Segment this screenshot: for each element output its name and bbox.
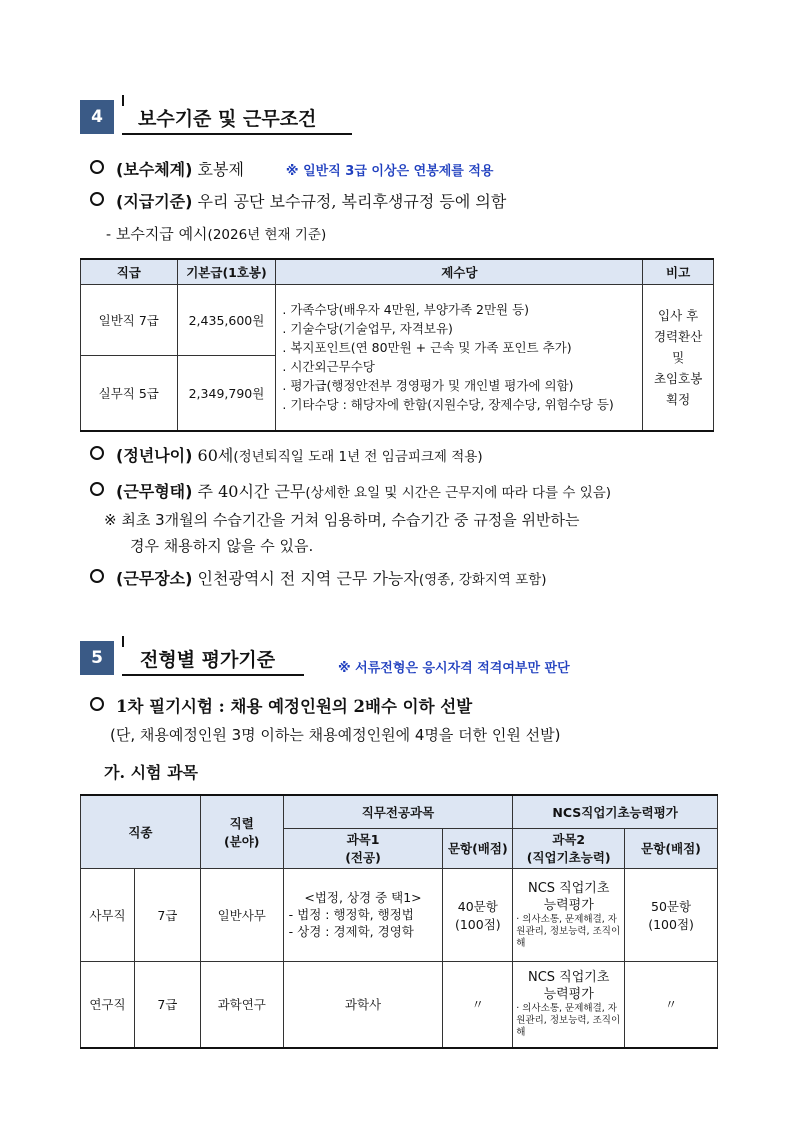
exam-row1-items2: [625, 868, 718, 961]
exam-row1-type: 사무직: [81, 868, 135, 961]
bullet-circle-icon: [90, 160, 104, 174]
bullet-circle-icon: [90, 569, 104, 583]
ncs-title-line: 능력평가: [543, 897, 594, 913]
pay-system-line: [90, 157, 494, 180]
bullet-circle-icon: [90, 192, 104, 206]
pay-basis-line: [90, 189, 506, 212]
ncs-title-line: NCS 직업기초: [527, 970, 610, 986]
remark-line: 및: [672, 349, 685, 365]
retirement-paren: (정년퇴직일 도래 1년 전 임금피크제 적용): [233, 449, 483, 465]
exam-header-subject1-line: (전공): [345, 850, 381, 865]
exam-header-ncs: NCS직업기초능력평가: [513, 795, 718, 828]
allowance-item: . 가족수당(배우자 4만원, 부양가족 2만원 등): [282, 302, 530, 318]
pay-table-remarks: [643, 285, 714, 431]
exam-table: [80, 794, 718, 1049]
pay-table-header-base: 기본급(1호봉): [177, 259, 276, 285]
pay-table-header-remark: 비고: [643, 259, 714, 285]
exam-header-series-line: 직렬: [229, 815, 254, 831]
exam-row1-subject1: [283, 868, 443, 961]
pay-system-value: 호봉제: [197, 160, 244, 179]
items-line: 50문항: [651, 898, 692, 914]
section-5-note: ※ 서류전형은 응시자격 적격여부만 판단: [338, 661, 570, 676]
pay-example-paren: (2026년 현재 기준): [207, 227, 327, 243]
items-line: (100점): [454, 916, 501, 932]
section-4-number: 4: [80, 100, 114, 134]
pay-table-base-1: 2,435,600원: [177, 285, 276, 356]
section-5-number: 5: [80, 641, 114, 675]
exam-header-subject1-line: 과목1: [346, 832, 380, 847]
work-place-line: [90, 566, 547, 589]
exam-row2-items2: 〃: [625, 961, 718, 1048]
section-4-tick: [122, 95, 124, 106]
pay-table: [80, 258, 714, 432]
exam-header-series-line: (분야): [223, 833, 260, 849]
bullet-circle-icon: [90, 446, 104, 460]
pay-example-line: [106, 223, 326, 244]
work-place-paren: (영종, 강화지역 포함): [418, 572, 547, 588]
pay-table-base-2: 2,349,790원: [177, 356, 276, 431]
probation-note-line-1: ※ 최초 3개월의 수습기간을 거쳐 임용하며, 수습기간 중 규정을 위반하는: [104, 511, 580, 529]
remark-line: 초임호봉: [653, 370, 703, 386]
items-line: 40문항: [457, 898, 498, 914]
pay-table-grade-2: 실무직 5급: [81, 356, 178, 431]
ncs-title-line: NCS 직업기초: [527, 880, 610, 896]
stage1-sub: (단, 채용예정인원 3명 이하는 채용예정인원에 4명을 더한 인원 선발): [110, 726, 561, 744]
section-5-title: 전형별 평가기준: [140, 648, 276, 671]
section-5-tick: [122, 636, 124, 647]
remark-line: 경력환산: [653, 328, 703, 344]
exam-header-items1: 문항(배점): [443, 828, 513, 868]
work-type-paren: (상세한 요일 및 시간은 근무지에 따라 다를 수 있음): [305, 485, 612, 501]
pay-basis-value: 우리 공단 보수규정, 복리후생규정 등에 의함: [197, 192, 507, 211]
bullet-circle-icon: [90, 697, 104, 711]
pay-example-lead: - 보수지급 예시: [106, 225, 208, 243]
work-type-value: 주 40시간 근무: [197, 482, 306, 501]
work-place-label: (근무장소): [116, 569, 193, 588]
stage1-title: 1차 필기시험 : 채용 예정인원의 2배수 이하 선발: [116, 697, 473, 716]
exam-row2-type: 연구직: [81, 961, 135, 1048]
pay-system-note: ※ 일반직 3급 이상은 연봉제를 적용: [285, 164, 494, 179]
allowance-item: . 기술수당(기술업무, 자격보유): [282, 321, 453, 337]
section-5-underline: [122, 674, 304, 676]
subsection-title: 가. 시험 과목: [104, 763, 198, 782]
pay-system-label: (보수체계): [116, 160, 193, 179]
work-type-label: (근무형태): [116, 482, 193, 501]
pay-table-allowances: [276, 285, 643, 431]
exam-row2-series: 과학연구: [200, 961, 283, 1048]
retirement-label: (정년나이): [116, 446, 193, 465]
table-row: [81, 961, 718, 1048]
pay-basis-label: (지급기준): [116, 192, 193, 211]
probation-note-line-2: 경우 채용하지 않을 수 있음.: [130, 537, 314, 555]
pay-table-header-allowance: 제수당: [276, 259, 643, 285]
exam-row1-items1: [443, 868, 513, 961]
allowance-item: . 기타수당 : 해당자에 한함(지원수당, 장제수당, 위험수당 등): [282, 397, 614, 413]
remark-line: 입사 후: [658, 307, 699, 323]
allowance-item: . 시간외근무수당: [282, 359, 375, 375]
exam-header-series: [200, 795, 283, 868]
exam-header-items2: 문항(배점): [625, 828, 718, 868]
ncs-detail: · 의사소통, 문제해결, 자원관리, 정보능력, 조직이해: [516, 913, 621, 949]
exam-header-type: 직종: [81, 795, 201, 868]
pay-table-header-grade: 직급: [81, 259, 178, 285]
ncs-title-line: 능력평가: [543, 987, 594, 1003]
exam-header-subject2: [513, 828, 625, 868]
exam-row2-ncs: [513, 961, 625, 1048]
exam-row2-subject1: 과학사: [283, 961, 443, 1048]
remark-line: 획정: [666, 391, 691, 407]
allowance-item: . 평가급(행정안전부 경영평가 및 개인별 평가에 의함): [282, 378, 574, 394]
ncs-detail: · 의사소통, 문제해결, 자원관리, 정보능력, 조직이해: [516, 1003, 621, 1039]
work-place-value: 인천광역시 전 지역 근무 가능자: [197, 569, 419, 588]
section-4-title: 보수기준 및 근무조건: [138, 107, 317, 130]
table-row: [81, 868, 718, 961]
exam-header-subject2-line: (직업기초능력): [526, 850, 611, 865]
work-type-line: [90, 479, 611, 502]
exam-row2-items1: 〃: [443, 961, 513, 1048]
section-4-underline: [122, 133, 352, 135]
items-line: (100점): [648, 916, 694, 932]
stage1-line: [90, 693, 472, 717]
exam-header-subject2-line: 과목2: [552, 832, 586, 847]
retirement-value: 60세: [197, 446, 234, 465]
exam-row2-grade: 7급: [134, 961, 200, 1048]
allowance-item: . 복지포인트(연 80만원 + 근속 및 가족 포인트 추가): [282, 340, 572, 356]
subject-line: <법정, 상경 중 택1>: [304, 890, 422, 905]
exam-row1-ncs: [513, 868, 625, 961]
exam-header-major: 직무전공과목: [283, 795, 513, 828]
exam-header-subject1: [283, 828, 443, 868]
exam-row1-series: 일반사무: [200, 868, 283, 961]
subject-line: - 상경 : 경제학, 경영학: [288, 924, 414, 939]
retirement-line: [90, 443, 483, 466]
subject-line: - 법정 : 행정학, 행정법: [288, 907, 414, 922]
exam-row1-grade: 7급: [134, 868, 200, 961]
bullet-circle-icon: [90, 482, 104, 496]
pay-table-grade-1: 일반직 7급: [81, 285, 178, 356]
